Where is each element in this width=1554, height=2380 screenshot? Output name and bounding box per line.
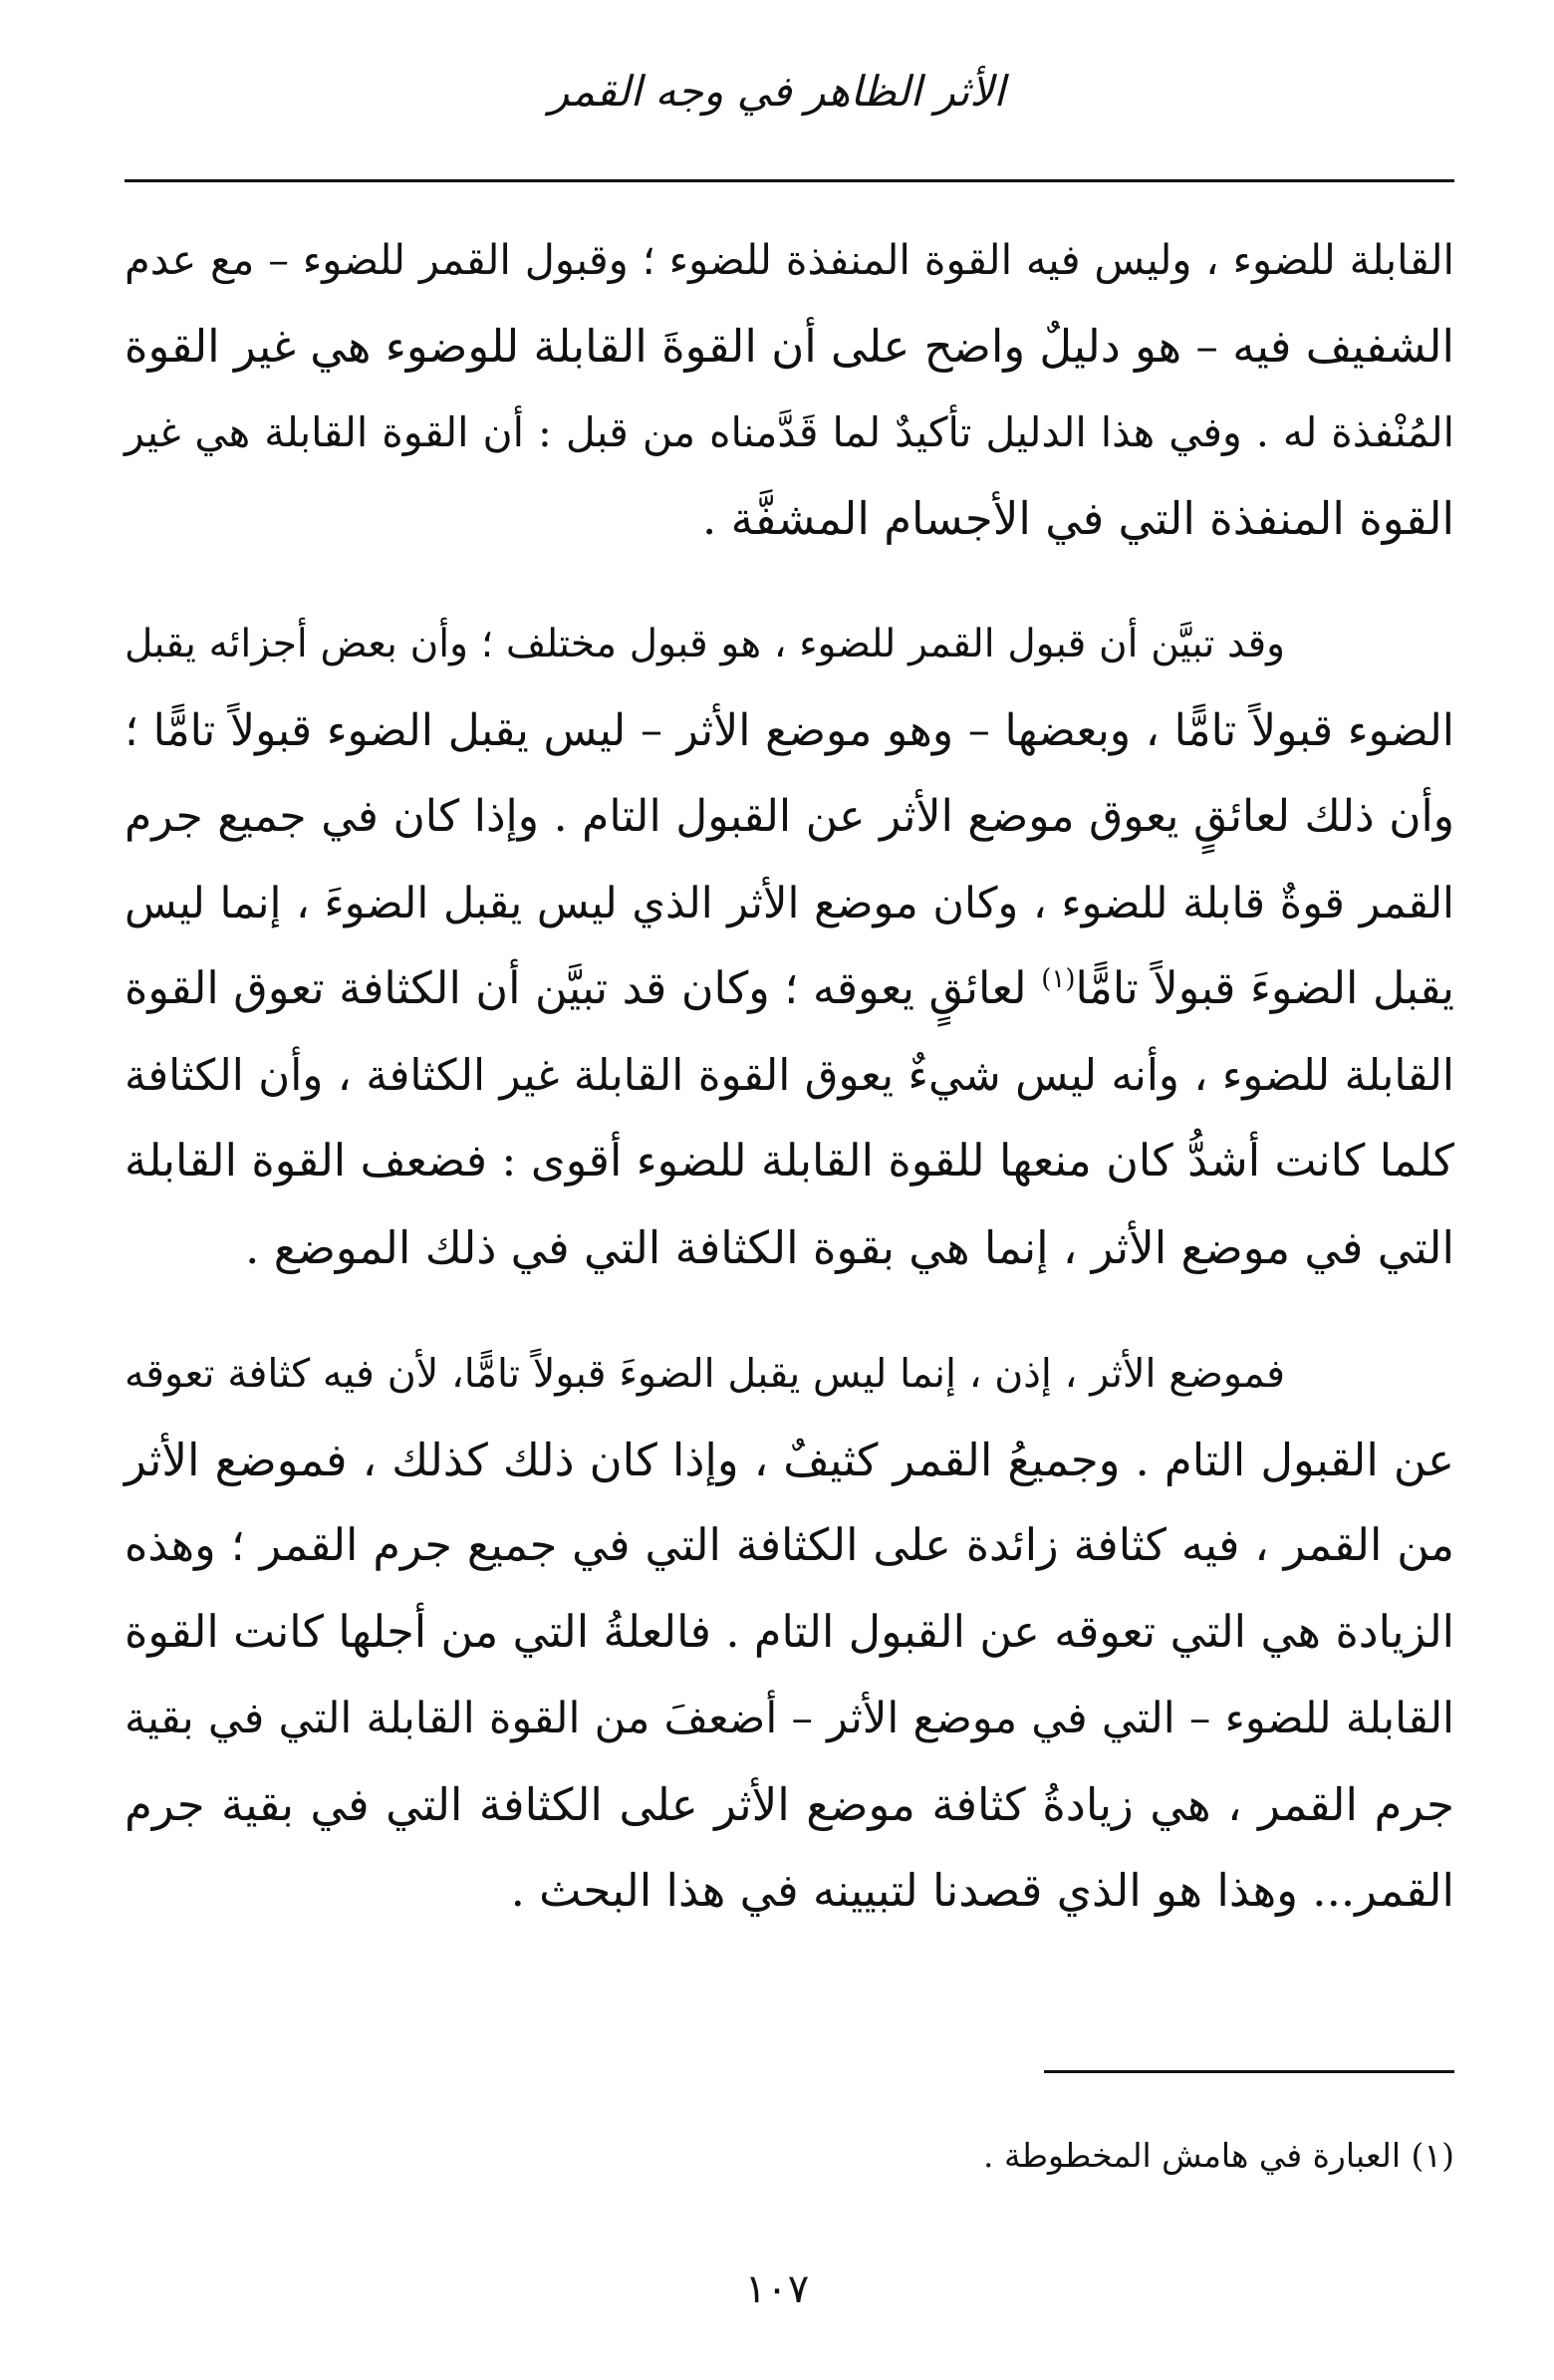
text-segment: لعائقٍ يعوقه ؛ وكان قد تبيَّن أن الكثافة تعوق القوة: [125, 963, 1027, 1014]
text-line: التي في موضع الأثر ، إنما هي بقوة الكثافة التي في ذلك الموضع .: [245, 1220, 1454, 1274]
text-line: جرم القمر ، هي زيادةُ كثافة موضع الأثر على الكثافة التي في بقية جرم: [125, 1777, 1454, 1831]
text-line: الشفيف فيه – هو دليلٌ واضح على أن القوةَ القابلة للوضوء هي غير القوة: [124, 319, 1454, 373]
page-number: ١٠٧: [744, 2266, 810, 2312]
text-line: عن القبول التام . وجميعُ القمر كثيفٌ ، وإذا كان ذلك كذلك ، فموضع الأثر: [125, 1433, 1454, 1486]
text-line: الضوء قبولاً تامًّا ، وبعضها – وهو موضع الأثر – ليس يقبل الضوء قبولاً تامًّا ؛: [125, 704, 1454, 756]
text-line: القابلة للضوء ، وأنه ليس شيءٌ يعوق القوة القابلة غير الكثافة ، وأن الكثافة: [125, 1050, 1454, 1101]
text-line: القمر... وهذا هو الذي قصدنا لتبيينه في هذا البحث .: [510, 1864, 1454, 1917]
text-line: وأن ذلك لعائقٍ يعوق موضع الأثر عن القبول التام . وإذا كان في جميع جرم: [125, 791, 1454, 842]
text-segment: يقبل الضوءَ قبولاً تامًّا: [1075, 963, 1454, 1014]
running-head: الأثر الظاهر في وجه القمر: [549, 67, 1005, 116]
text-line: من القمر ، فيه كثافة زائدة على الكثافة التي في جميع جرم القمر ؛ وهذه: [125, 1520, 1454, 1571]
text-line: وقد تبيَّن أن قبول القمر للضوء ، هو قبول مختلف ؛ وأن بعض أجزائه يقبل: [125, 622, 1285, 666]
header-rule: [125, 179, 1454, 182]
text-line: القابلة للضوء ، وليس فيه القوة المنفذة للضوء ؛ وقبول القمر للضوء – مع عدم: [125, 235, 1454, 284]
footnote: (١) العبارة في هامش المخطوطة .: [983, 2136, 1454, 2175]
footnote-rule: [1044, 2070, 1454, 2073]
paragraph-1: [125, 217, 1454, 562]
text-line: المُنْفذة له . وفي هذا الدليل تأكيدٌ لما قَدَّمناه من قبل : أن القوة القابلة هي غير: [125, 408, 1454, 456]
text-line: كلما كانت أشدُّ كان منعها للقوة القابلة للضوء أقوى : فضعف القوة القابلة: [125, 1136, 1454, 1187]
body-text: [125, 217, 1454, 1935]
text-line-with-footnote: [125, 946, 1454, 1033]
text-line: الزيادة هي التي تعوقه عن القبول التام . فالعلةُ التي من أجلها كانت القوة: [125, 1606, 1454, 1658]
text-line: القوة المنفذة التي في الأجسام المشفَّة .: [702, 491, 1454, 545]
footnote-marker: (١): [1041, 964, 1076, 995]
text-line: فموضع الأثر ، إذن ، إنما ليس يقبل الضوءَ قبولاً تامًّا، لأن فيه كثافة تعوقه: [125, 1351, 1285, 1397]
paragraph-2: [125, 602, 1454, 1291]
text-line: القمر قوةٌ قابلة للضوء ، وكان موضع الأثر الذي ليس يقبل الضوءَ ، إنما ليس: [125, 878, 1454, 928]
paragraph-3: [125, 1331, 1454, 1935]
text-line: القابلة للضوء – التي في موضع الأثر – أضعفَ من القوة القابلة التي في بقية: [125, 1694, 1454, 1743]
